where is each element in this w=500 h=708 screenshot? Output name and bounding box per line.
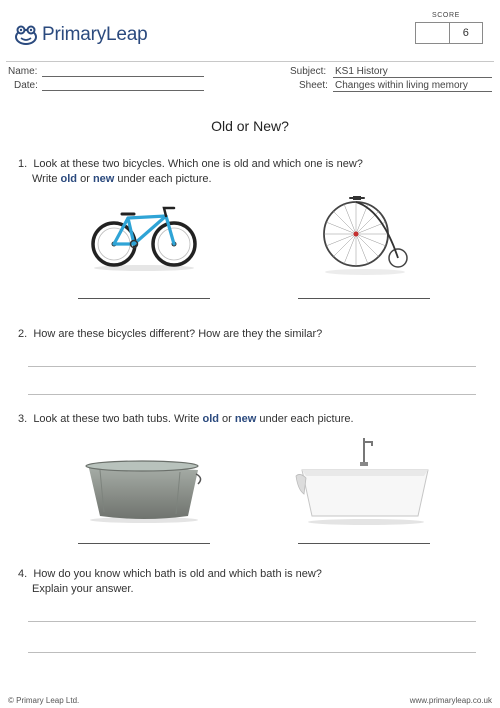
question-4-line1: How do you know which bath is old and which bath is new? — [33, 568, 322, 580]
answer-line-q4-2[interactable] — [28, 652, 476, 653]
name-label: Name: — [8, 66, 38, 77]
keyword-old: old — [60, 173, 78, 185]
new-bath-image — [294, 436, 434, 526]
modern-bicycle-image — [88, 200, 200, 272]
question-3-post: under each picture. — [256, 413, 354, 425]
date-field[interactable] — [42, 79, 204, 91]
question-1-number: 1. — [18, 158, 28, 170]
old-bath-image — [80, 452, 206, 524]
question-1-line1: Look at these two bicycles. Which one is old and which one is new? — [33, 158, 363, 170]
answer-line-bicycle-2[interactable] — [298, 298, 430, 299]
question-4-number: 4. — [18, 568, 28, 580]
question-3 — [18, 412, 488, 427]
header-divider — [6, 61, 494, 62]
keyword-old: old — [202, 413, 219, 425]
question-3-or: or — [218, 413, 235, 425]
sheet-label: Sheet: — [299, 80, 328, 91]
subject-label: Subject: — [290, 66, 327, 77]
question-4-line2: Explain your answer. — [32, 583, 134, 595]
worksheet-title: Old or New? — [211, 118, 289, 134]
brand-name: PrimaryLeap — [42, 24, 148, 45]
keyword-new: new — [234, 413, 257, 425]
answer-line-bath-1[interactable] — [78, 543, 210, 544]
name-field[interactable] — [42, 65, 204, 77]
date-label: Date: — [14, 80, 38, 91]
score-label: SCORE — [432, 12, 460, 19]
question-1 — [18, 157, 488, 187]
subject-value: KS1 History — [333, 66, 492, 78]
score-input-cell[interactable] — [416, 23, 449, 43]
question-1-post: under each picture. — [114, 173, 212, 185]
question-2-number: 2. — [18, 328, 28, 340]
answer-line-bath-2[interactable] — [298, 543, 430, 544]
question-2-text: How are these bicycles different? How are they the similar? — [33, 328, 323, 340]
question-2 — [18, 327, 488, 342]
score-total: 6 — [449, 23, 483, 43]
sheet-value: Changes within living memory — [333, 80, 492, 92]
question-1-or: or — [77, 173, 93, 185]
footer-website[interactable]: www.primaryleap.co.uk — [409, 696, 492, 705]
brand-logo — [14, 22, 148, 48]
question-3-pre: Look at these two bath tubs. Write — [33, 413, 203, 425]
keyword-new: new — [92, 173, 115, 185]
score-box — [415, 22, 483, 44]
question-1-pre: Write — [32, 173, 61, 185]
question-3-number: 3. — [18, 413, 28, 425]
answer-line-bicycle-1[interactable] — [78, 298, 210, 299]
answer-line-q4-1[interactable] — [28, 621, 476, 622]
answer-line-q2-2[interactable] — [28, 394, 476, 395]
frog-icon — [14, 25, 38, 45]
footer-copyright: © Primary Leap Ltd. — [8, 696, 80, 705]
old-bicycle-image — [320, 192, 410, 276]
question-4 — [18, 567, 488, 597]
answer-line-q2-1[interactable] — [28, 366, 476, 367]
